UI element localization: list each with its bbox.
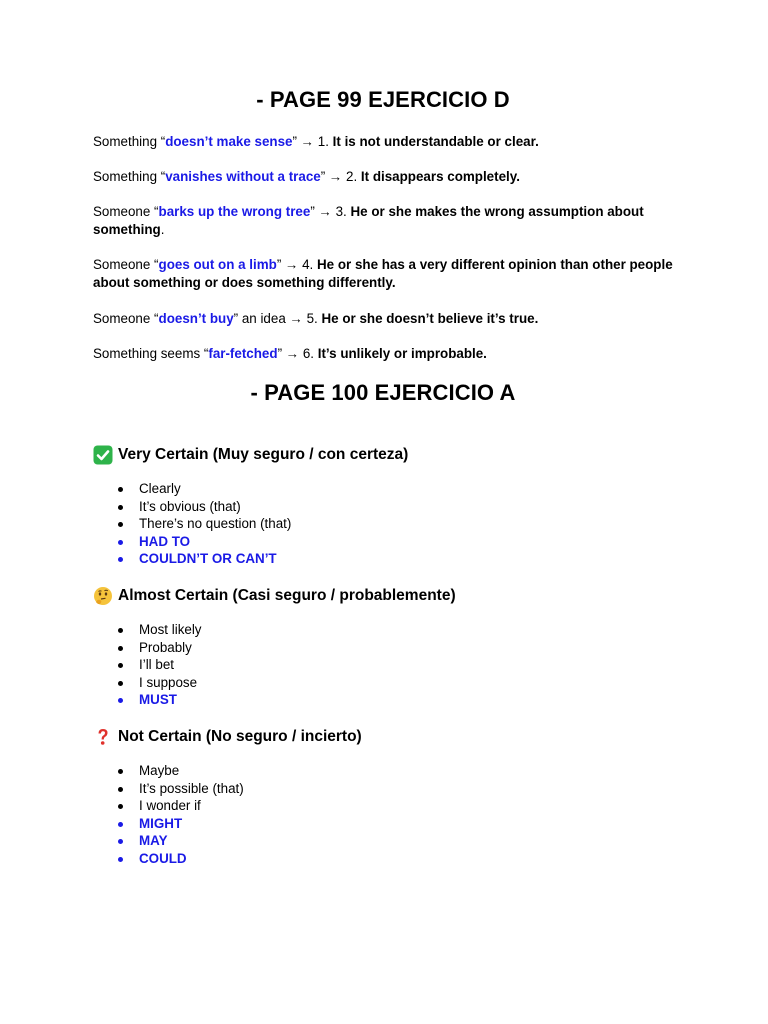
almost-certain-list xyxy=(93,621,202,709)
list-item: MUST xyxy=(93,691,202,709)
item-answer: It’s unlikely or improbable. xyxy=(317,346,487,361)
idiom-term: vanishes without a trace xyxy=(165,169,321,184)
item-answer: He or she doesn’t believe it’s true. xyxy=(321,311,539,326)
exercise-d-item xyxy=(93,345,673,363)
section-title-text: Almost Certain (Casi seguro / probablemente) xyxy=(118,587,456,604)
list-item: I’ll bet xyxy=(93,656,202,674)
question-mark-icon xyxy=(93,727,113,747)
idiom-term: doesn’t make sense xyxy=(165,134,293,149)
idiom-term: far-fetched xyxy=(208,346,278,361)
item-prefix: Someone “ xyxy=(93,204,159,219)
not-certain-list xyxy=(93,762,244,868)
list-item: There’s no question (that) xyxy=(93,515,291,533)
list-item: COULD xyxy=(93,850,244,868)
item-prefix: Something “ xyxy=(93,134,166,149)
item-prefix: Someone “ xyxy=(93,311,159,326)
section-title-text: Very Certain (Muy seguro / con certeza) xyxy=(118,446,409,463)
item-answer: He or she has a very different opinion than other people about something or does something differently. xyxy=(93,257,673,290)
exercise-d-item xyxy=(93,133,673,151)
exercise-a-heading: - PAGE 100 EJERCICIO A xyxy=(250,380,516,405)
list-item: MIGHT xyxy=(93,815,244,833)
item-prefix: Someone “ xyxy=(93,257,159,272)
idiom-term: doesn’t buy xyxy=(158,311,234,326)
list-item: Probably xyxy=(93,639,202,657)
section-almost-certain-title xyxy=(93,586,456,606)
item-answer: He or she makes the wrong assumption about something xyxy=(93,204,644,237)
item-connector: ” → 6. xyxy=(277,346,318,361)
list-item: COULDN’T OR CAN’T xyxy=(93,550,291,568)
item-connector: ” → 1. xyxy=(292,134,333,149)
exercise-d-heading: - PAGE 99 EJERCICIO D xyxy=(256,87,510,112)
item-connector: ” → 3. xyxy=(310,204,351,219)
list-item: I suppose xyxy=(93,674,202,692)
item-prefix: Something “ xyxy=(93,169,166,184)
section-not-certain-title xyxy=(93,727,362,747)
list-item: I wonder if xyxy=(93,797,244,815)
list-item: Clearly xyxy=(93,480,291,498)
item-answer: It is not understandable or clear. xyxy=(332,134,539,149)
list-item: HAD TO xyxy=(93,533,291,551)
exercise-d-item xyxy=(93,256,673,292)
list-item: Most likely xyxy=(93,621,202,639)
thinking-face-icon xyxy=(93,586,113,606)
item-suffix: . xyxy=(160,222,165,237)
section-title-text: Not Certain (No seguro / incierto) xyxy=(118,728,362,745)
item-connector: ” an idea → 5. xyxy=(233,311,322,326)
idiom-term: barks up the wrong tree xyxy=(158,204,311,219)
very-certain-list xyxy=(93,480,291,568)
item-answer: It disappears completely. xyxy=(360,169,520,184)
list-item: It’s obvious (that) xyxy=(93,498,291,516)
item-prefix: Something seems “ xyxy=(93,346,209,361)
list-item: It’s possible (that) xyxy=(93,780,244,798)
check-mark-icon xyxy=(93,445,113,465)
exercise-d-item xyxy=(93,310,673,328)
item-connector: ” → 2. xyxy=(320,169,361,184)
item-connector: ” → 4. xyxy=(276,257,317,272)
list-item: MAY xyxy=(93,832,244,850)
list-item: Maybe xyxy=(93,762,244,780)
exercise-d-item xyxy=(93,168,673,186)
exercise-d-item xyxy=(93,203,673,239)
idiom-term: goes out on a limb xyxy=(158,257,277,272)
section-very-certain-title xyxy=(93,445,408,465)
